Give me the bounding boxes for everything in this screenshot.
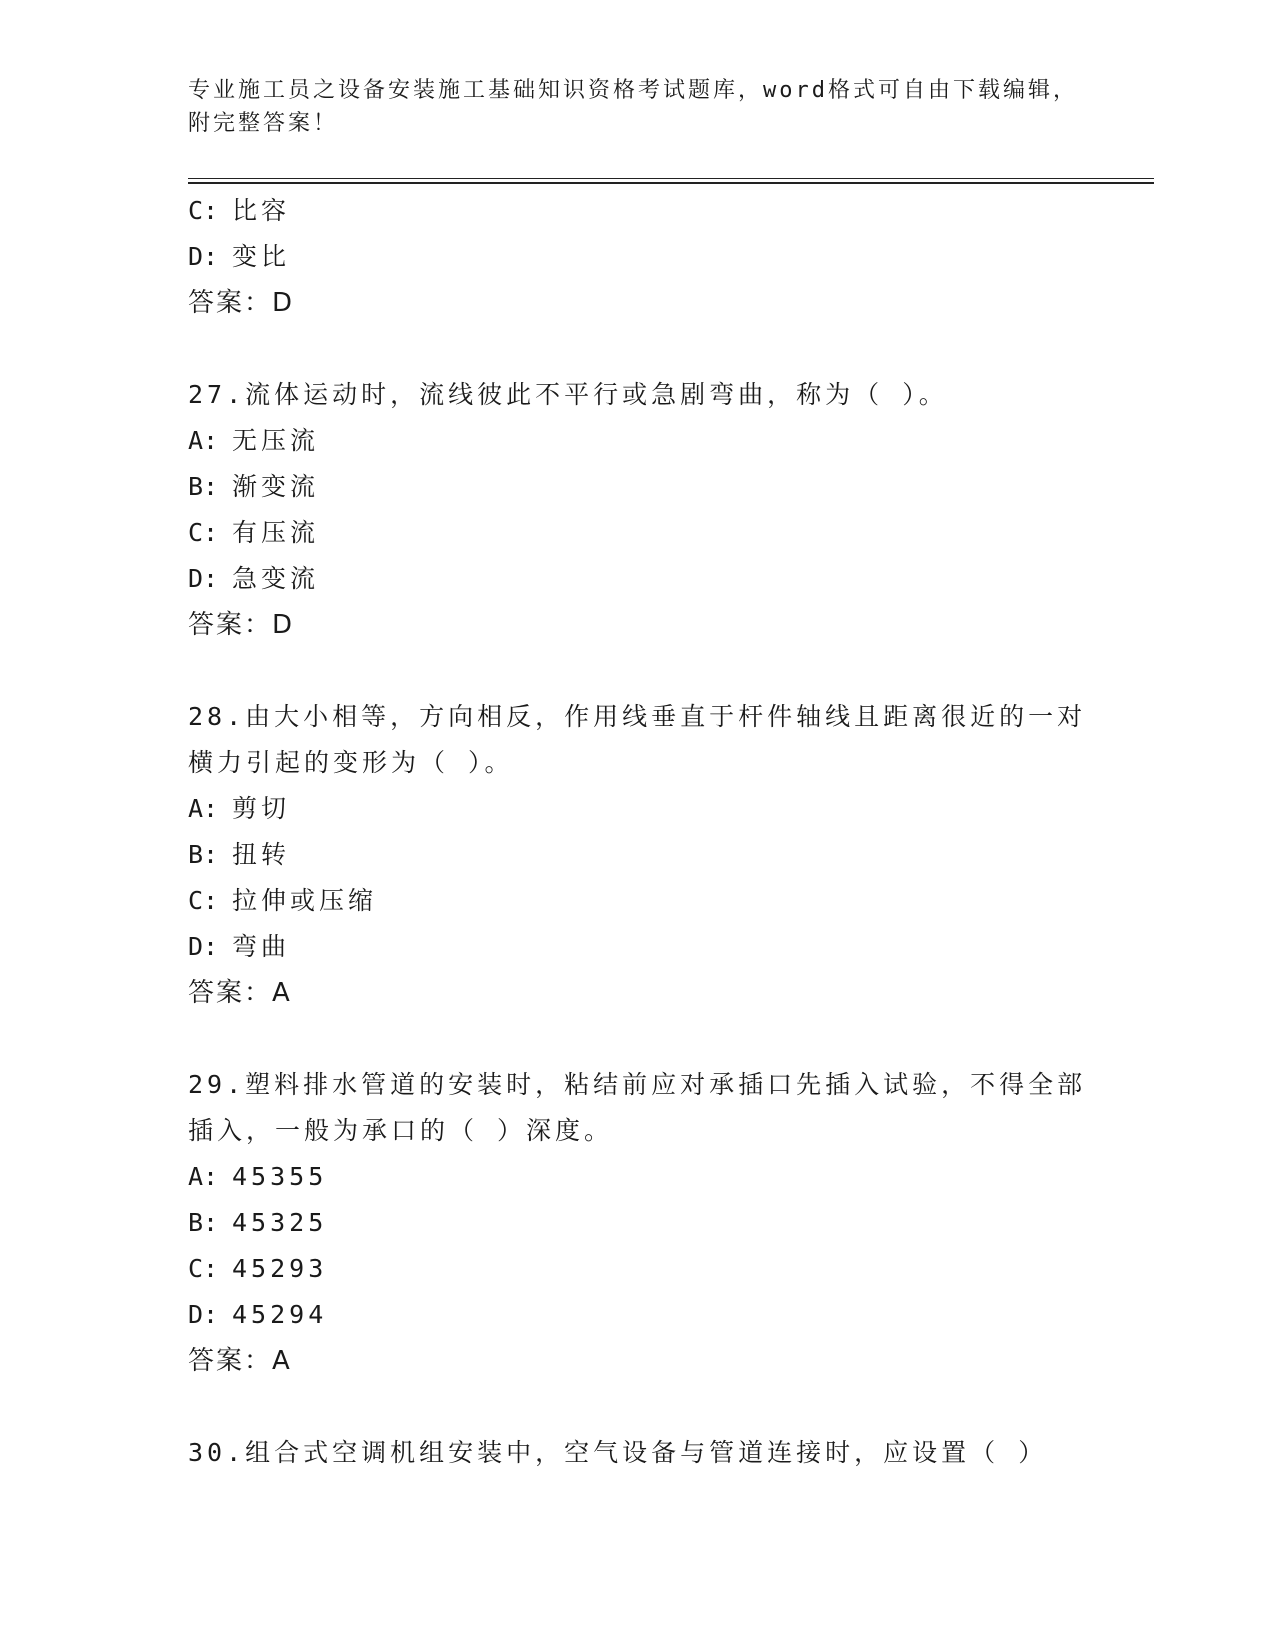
answer-line: 答案：D	[188, 610, 295, 640]
question-28	[188, 694, 1088, 1016]
option-key: A:	[188, 1162, 219, 1191]
question-27	[188, 372, 1088, 648]
spacer	[188, 1384, 1088, 1430]
question-text: 27.流体运动时，流线彼此不平行或急剧弯曲，称为（ ）。	[188, 380, 948, 409]
option-key: B:	[188, 840, 219, 869]
header-title: 专业施工员之设备安装施工基础知识资格考试题库，word格式可自由下载编辑，附完整答案！	[188, 78, 1078, 136]
option-key: D:	[188, 242, 219, 271]
option-c	[188, 878, 1088, 924]
header-divider-thick	[188, 182, 1154, 184]
option-key: C:	[188, 886, 219, 915]
header-divider-thin	[188, 178, 1154, 179]
answer-line: 答案：A	[188, 978, 292, 1008]
option-key: D:	[188, 564, 219, 593]
option-key: D:	[188, 932, 219, 961]
question-26-continuation	[188, 188, 1088, 326]
option-text: 扭转	[232, 840, 291, 869]
option-key: B:	[188, 472, 219, 501]
option-d	[188, 556, 1088, 602]
question-text: 29.塑料排水管道的安装时，粘结前应对承插口先插入试验，不得全部插入，一般为承口的（ ）深度。	[188, 1070, 1087, 1145]
option-a	[188, 418, 1088, 464]
option-text: 45294	[232, 1300, 328, 1329]
option-d	[188, 234, 1088, 280]
option-d	[188, 924, 1088, 970]
option-d	[188, 1292, 1088, 1338]
option-text: 45293	[232, 1254, 328, 1283]
option-text: 45355	[232, 1162, 328, 1191]
spacer	[188, 1016, 1088, 1062]
option-text: 急变流	[232, 564, 320, 593]
option-c	[188, 188, 1088, 234]
option-text: 变比	[232, 242, 291, 271]
option-key: C:	[188, 1254, 219, 1283]
answer-line: 答案：D	[188, 288, 295, 318]
option-key: B:	[188, 1208, 219, 1237]
question-30	[188, 1430, 1088, 1476]
option-key: A:	[188, 426, 219, 455]
option-b	[188, 832, 1088, 878]
question-text: 28.由大小相等，方向相反，作用线垂直于杆件轴线且距离很近的一对横力引起的变形为（ ）。	[188, 702, 1087, 777]
option-key: D:	[188, 1300, 219, 1329]
document-header	[188, 74, 1088, 140]
option-text: 比容	[232, 196, 291, 225]
option-text: 拉伸或压缩	[232, 886, 378, 915]
option-key: C:	[188, 518, 219, 547]
option-b	[188, 1200, 1088, 1246]
option-c	[188, 510, 1088, 556]
question-list	[188, 188, 1088, 1476]
option-text: 无压流	[232, 426, 320, 455]
spacer	[188, 648, 1088, 694]
option-text: 弯曲	[232, 932, 291, 961]
question-text: 30.组合式空调机组安装中，空气设备与管道连接时，应设置（ ）	[188, 1438, 1048, 1467]
option-text: 有压流	[232, 518, 320, 547]
spacer	[188, 326, 1088, 372]
option-key: C:	[188, 196, 219, 225]
option-b	[188, 464, 1088, 510]
option-text: 渐变流	[232, 472, 320, 501]
answer-line: 答案：A	[188, 1346, 292, 1376]
option-text: 45325	[232, 1208, 328, 1237]
question-29	[188, 1062, 1088, 1384]
option-text: 剪切	[232, 794, 291, 823]
option-key: A:	[188, 794, 219, 823]
option-a	[188, 786, 1088, 832]
option-c	[188, 1246, 1088, 1292]
option-a	[188, 1154, 1088, 1200]
